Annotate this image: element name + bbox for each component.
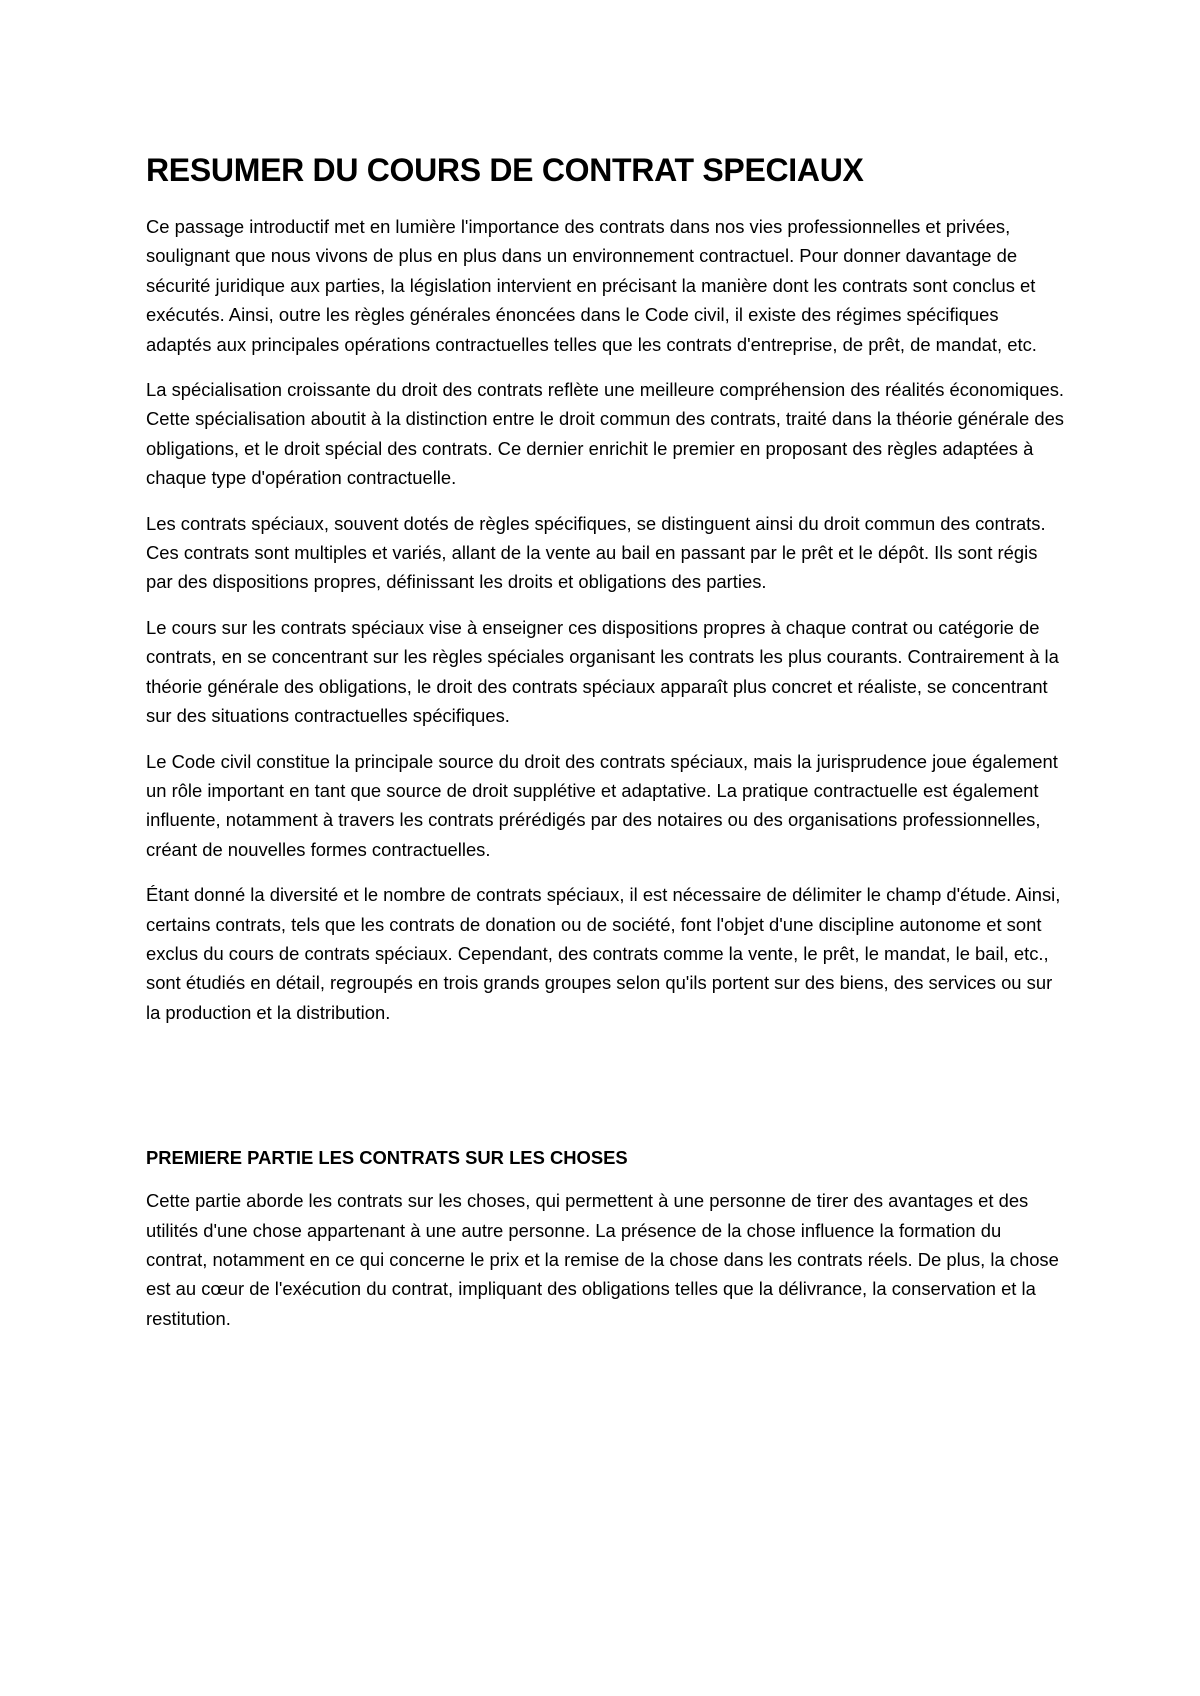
paragraph-introduction: Ce passage introductif met en lumière l'importance des contrats dans nos vies professionnelles et privées, soulignant que nous vivons de plus en plus dans un environnement contractuel. Pour donner davantage de sécurité juridique aux parties, la législation intervient en précisant la manière dont les contrats sont conclus et exécutés. Ainsi, outre les règles générales énoncées dans le Code civil, il existe des régimes spécifiques adaptés aux principales opérations contractuelles telles que les contrats d'entreprise, de prêt, de mandat, etc. bbox=[146, 216, 1037, 355]
paragraph-champ-etude: Étant donné la diversité et le nombre de contrats spéciaux, il est nécessaire de délimiter le champ d'étude. Ainsi, certains contrats, tels que les contrats de donation ou de société, font l'objet d'une discipline autonome et sont exclus du cours de contrats spéciaux. Cependant, des contrats comme la vente, le prêt, le mandat, le bail, etc., sont étudiés en détail, regroupés en trois grands groupes selon qu'ils portent sur des biens, des services ou sur la production et la distribution. bbox=[146, 884, 1061, 1023]
section-paragraph: Cette partie aborde les contrats sur les choses, qui permettent à une personne de tirer des avantages et des utilités d'une chose appartenant à une autre personne. La présence de la chose influence la formation du contrat, notamment en ce qui concerne le prix et la remise de la chose dans les contrats réels. De plus, la chose est au cœur de l'exécution du contrat, impliquant des obligations telles que la délivrance, la conservation et la restitution. bbox=[146, 1190, 1059, 1329]
document-page bbox=[146, 150, 1066, 1349]
paragraph-specialisation: La spécialisation croissante du droit des contrats reflète une meilleure compréhension des réalités économiques. Cette spécialisation aboutit à la distinction entre le droit commun des contrats, traité dans la théorie générale des obligations, et le droit spécial des contrats. Ce dernier enrichit le premier en proposant des règles adaptées à chaque type d'opération contractuelle. bbox=[146, 379, 1065, 489]
document-title: RESUMER DU COURS DE CONTRAT SPECIAUX bbox=[146, 152, 864, 188]
paragraph-sources: Le Code civil constitue la principale source du droit des contrats spéciaux, mais la jurisprudence joue également un rôle important en tant que source de droit supplétive et adaptative. La pratique contractuelle est également influente, notamment à travers les contrats prérédigés par des notaires ou des organisations professionnelles, créant de nouvelles formes contractuelles. bbox=[146, 750, 1058, 860]
section-heading: PREMIERE PARTIE LES CONTRATS SUR LES CHOSES bbox=[146, 1147, 628, 1169]
paragraph-contrats-speciaux: Les contrats spéciaux, souvent dotés de règles spécifiques, se distinguent ainsi du droit commun des contrats. Ces contrats sont multiples et variés, allant de la vente au bail en passant par le prêt et le dépôt. Ils sont régis par des dispositions propres, définissant les droits et obligations des parties. bbox=[146, 512, 1046, 593]
paragraph-cours: Le cours sur les contrats spéciaux vise à enseigner ces dispositions propres à chaque contrat ou catégorie de contrats, en se concentrant sur les règles spéciales organisant les contrats les plus courants. Contrairement à la théorie générale des obligations, le droit des contrats spéciaux apparaît plus concret et réaliste, se concentrant sur des situations contractuelles spécifiques. bbox=[146, 616, 1059, 727]
section-spacer bbox=[146, 1043, 1066, 1143]
